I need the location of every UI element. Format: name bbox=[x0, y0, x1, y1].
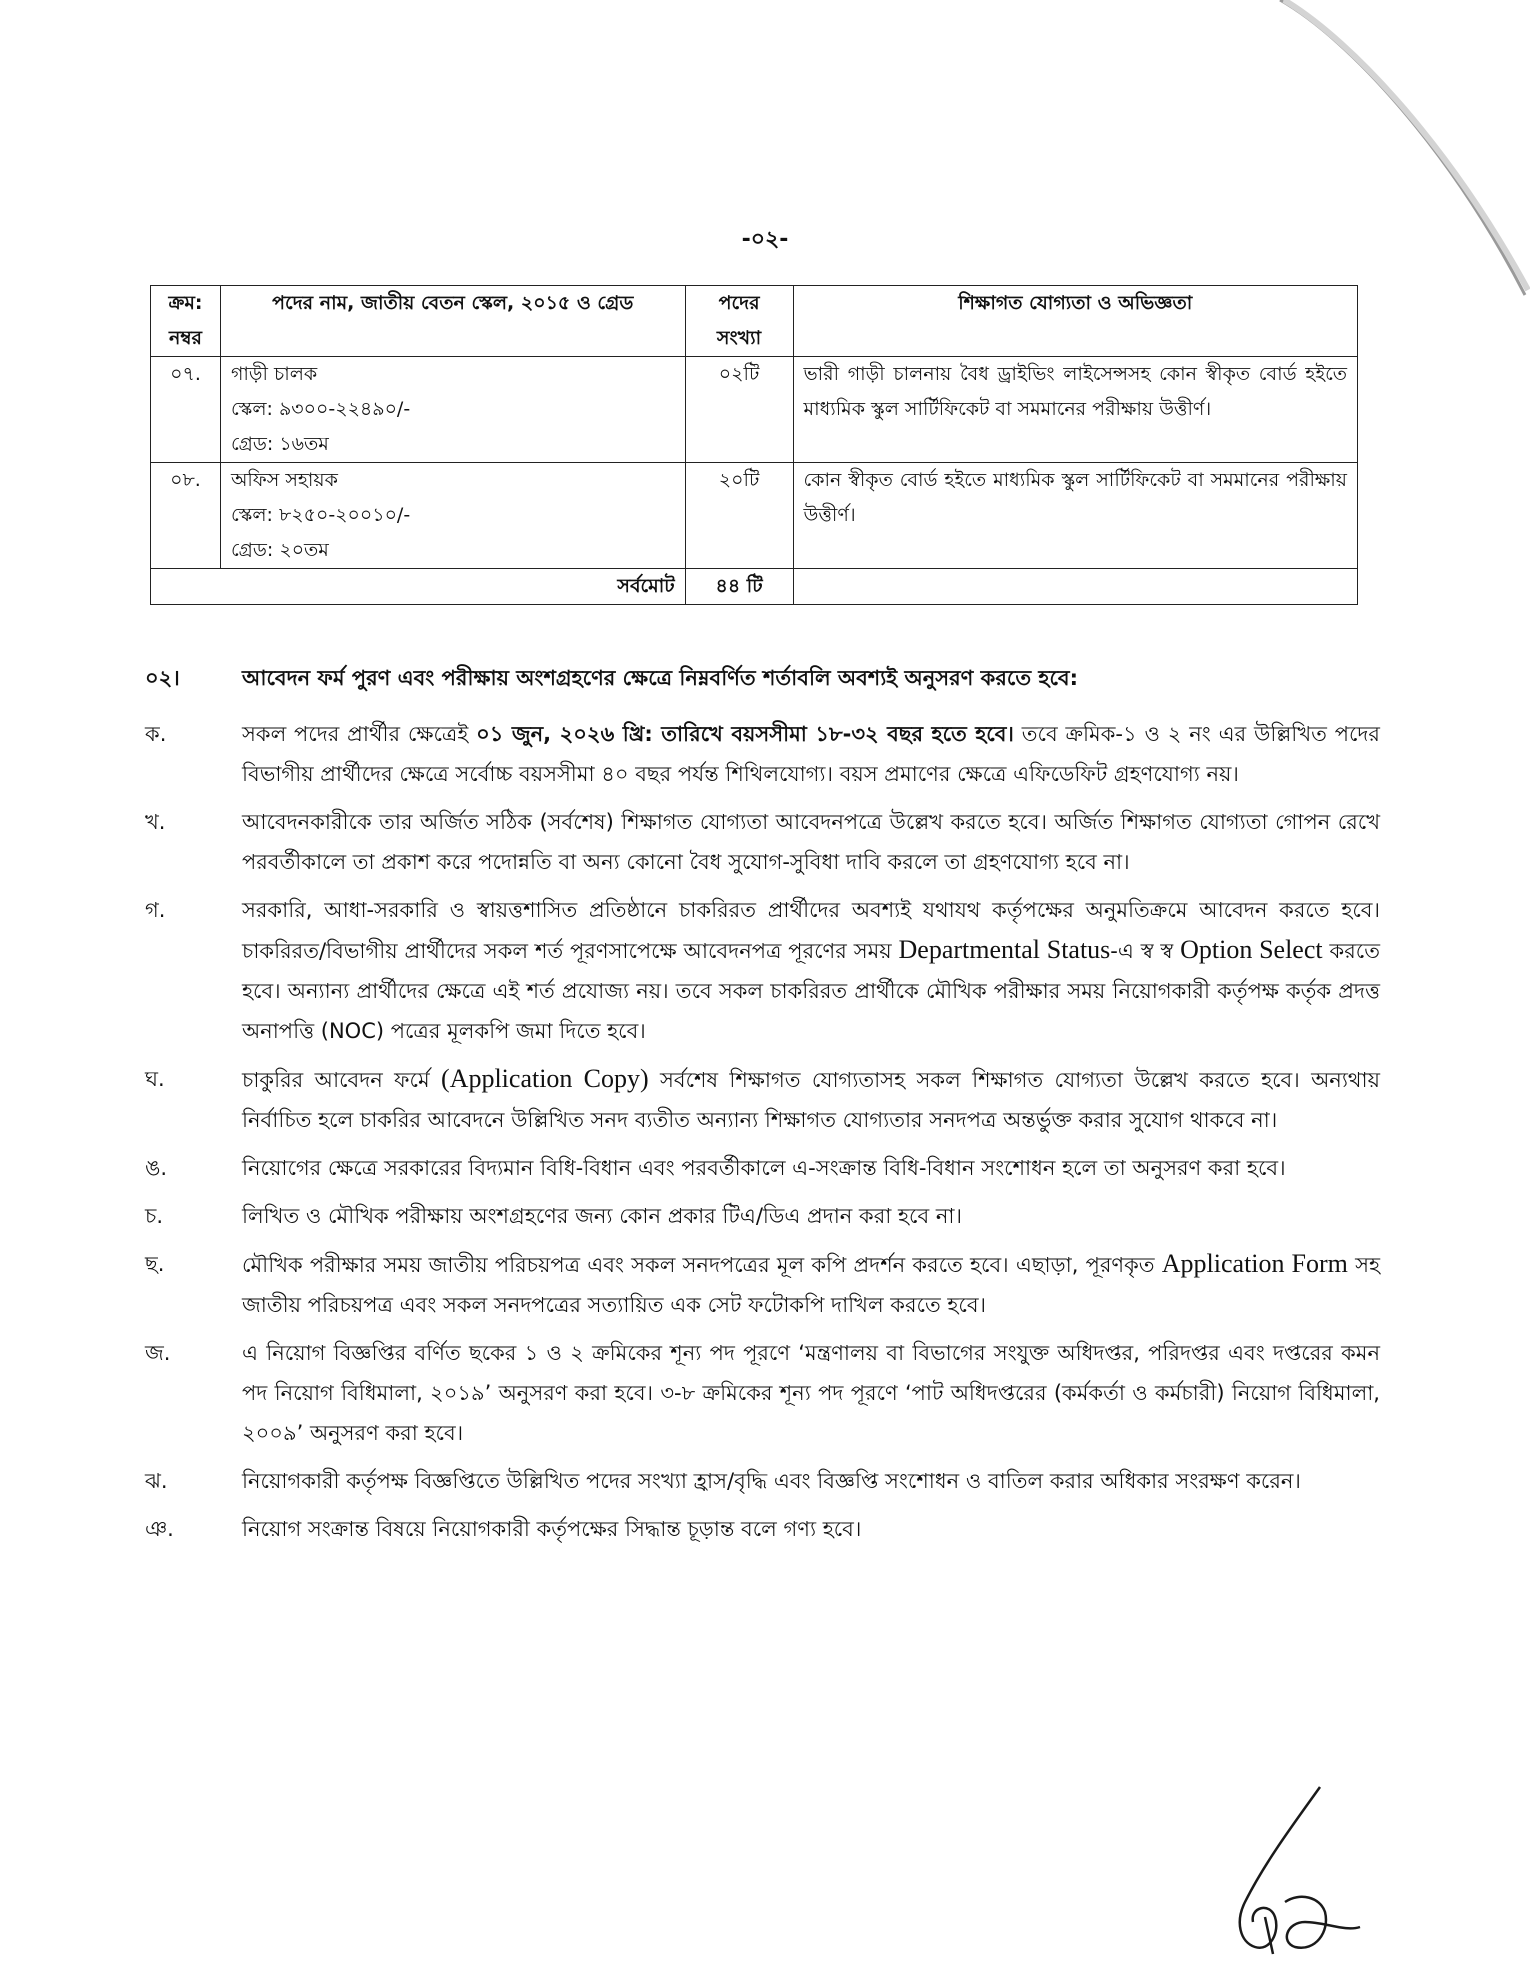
latin-text: (Application Copy) bbox=[441, 1064, 649, 1093]
row-serial: ০৮. bbox=[151, 463, 221, 569]
condition-marker: খ. bbox=[145, 810, 166, 834]
total-empty-cell bbox=[793, 569, 1357, 605]
condition-marker: ঘ. bbox=[145, 1067, 165, 1091]
condition-marker: গ. bbox=[145, 898, 166, 922]
condition-chha bbox=[145, 1244, 1380, 1325]
posts-table bbox=[150, 285, 1358, 605]
condition-text: লিখিত ও মৌখিক পরীক্ষায় অংশগ্রহণের জন্য কোন প্রকার টিএ/ডিএ প্রদান করা হবে না। bbox=[242, 1204, 962, 1228]
conditions-section bbox=[145, 658, 1380, 1549]
row-qualification: কোন স্বীকৃত বোর্ড হইতে মাধ্যমিক স্কুল সার্টিফিকেট বা সমমানের পরীক্ষায় উত্তীর্ণ। bbox=[793, 463, 1357, 569]
condition-marker: ঞ. bbox=[145, 1517, 174, 1541]
table-header-row bbox=[151, 286, 1358, 357]
condition-text-part: সরকারি, আধা-সরকারি ও স্বায়ত্তশাসিত প্রতিষ্ঠানে চাকরিরত প্রার্থীদের অবশ্যই যথাযথ কর্তৃপক্ষের অনুমতিক্রমে আবেদন করতে হবে। চাকরিরত/বিভাগীয় প্রার্থীদের সকল শর্ত পূরণসাপেক্ষে আবেদনপত্র পূরণের সময় bbox=[242, 898, 1380, 963]
section-heading-text: আবেদন ফর্ম পুরণ এবং পরীক্ষায় অংশগ্রহণের ক্ষেত্রে নিম্নবর্ণিত শর্তাবলি অবশ্যই অনুসরণ করতে হবে: bbox=[242, 666, 1078, 690]
section-number: ০২। bbox=[145, 666, 180, 690]
latin-text: Application Form bbox=[1161, 1249, 1348, 1278]
post-grade: গ্রেড: ১৬তম bbox=[230, 433, 329, 455]
section-heading bbox=[145, 658, 1380, 698]
row-count: ২০টি bbox=[685, 463, 793, 569]
condition-text bbox=[242, 1059, 1380, 1140]
row-count: ০২টি bbox=[685, 357, 793, 463]
condition-text-part: মৌখিক পরীক্ষার সময় জাতীয় পরিচয়পত্র এবং সকল সনদপত্রের মূল কপি প্রদর্শন করতে হবে। এছাড়া, পূরণকৃত bbox=[242, 1253, 1155, 1277]
latin-text: Departmental Status bbox=[898, 935, 1111, 964]
latin-text: Option Select bbox=[1180, 935, 1323, 964]
condition-marker: ছ. bbox=[145, 1252, 165, 1276]
post-name: গাড়ী চালক bbox=[230, 363, 318, 385]
condition-marker: ঝ. bbox=[145, 1469, 168, 1493]
total-row bbox=[151, 569, 1358, 605]
header-qualification: শিক্ষাগত যোগ্যতা ও অভিজ্ঞতা bbox=[793, 286, 1357, 357]
header-serial: ক্রম: নম্বর bbox=[151, 286, 221, 357]
age-limit-bold: ০১ জুন, ২০২৬ খ্রি: তারিখে বয়সসীমা ১৮-৩২ বছর হতে হবে। bbox=[476, 722, 1014, 746]
row-qualification: ভারী গাড়ী চালনায় বৈধ ড্রাইভিং লাইসেন্সসহ কোন স্বীকৃত বোর্ড হইতে মাধ্যমিক স্কুল সার্টিফিকেট বা সমমানের পরীক্ষায় উত্তীর্ণ। bbox=[793, 357, 1357, 463]
condition-marker: চ. bbox=[145, 1204, 164, 1228]
signature bbox=[1225, 1782, 1375, 1962]
total-label: সর্বমোট bbox=[151, 569, 686, 605]
condition-text-part: সকল পদের প্রার্থীর ক্ষেত্রেই bbox=[242, 722, 469, 746]
condition-marker: ক. bbox=[145, 722, 167, 746]
condition-text bbox=[242, 890, 1380, 1051]
table-row bbox=[151, 463, 1358, 569]
condition-text-part: করতে হবে। অন্যান্য প্রার্থীদের ক্ষেত্রে এই শর্ত প্রযোজ্য নয়। তবে সকল চাকরিরত প্রার্থীকে মৌখিক পরীক্ষার সময় নিয়োগকারী কর্তৃপক্ষ কর্তৃক প্রদত্ত অনাপত্তি (NOC) পত্রের মূলকপি জমা দিতে হবে। bbox=[242, 939, 1380, 1043]
condition-ka bbox=[145, 714, 1380, 794]
condition-marker: জ. bbox=[145, 1341, 171, 1365]
condition-text-part: তবে ক্রমিক-১ ও ২ নং এর উল্লিখিত পদের বিভাগীয় প্রার্থীদের ক্ষেত্রে সর্বোচ্চ বয়সসীমা ৪০ বছর পর্যন্ত শিথিলযোগ্য। বয়স প্রমাণের ক্ষেত্রে এফিডেফিট গ্রহণযোগ্য নয়। bbox=[242, 722, 1380, 786]
condition-text: নিয়োগ সংক্রান্ত বিষয়ে নিয়োগকারী কর্তৃপক্ষের সিদ্ধান্ত চূড়ান্ত বলে গণ্য হবে। bbox=[242, 1517, 862, 1541]
condition-text: এ নিয়োগ বিজ্ঞপ্তির বর্ণিত ছকের ১ ও ২ ক্রমিকের শূন্য পদ পূরণে ‘মন্ত্রণালয় বা বিভাগের সংযুক্ত অধিদপ্তর, পরিদপ্তর এবং দপ্তরের কমন পদ নিয়োগ বিধিমালা, ২০১৯’ অনুসরণ করা হবে। ৩-৮ ক্রমিকের শূন্য পদ পূরণে ‘পাট অধিদপ্তরের (কর্মকর্তা ও কর্মচারী) নিয়োগ বিধিমালা, ২০০৯’ অনুসরণ করা হবে। bbox=[242, 1341, 1380, 1445]
condition-text: নিয়োগের ক্ষেত্রে সরকারের বিদ্যমান বিধি-বিধান এবং পরবর্তীকালে এ-সংক্রান্ত বিধি-বিধান সংশোধন হলে তা অনুসরণ করা হবে। bbox=[242, 1156, 1286, 1180]
condition-gha bbox=[145, 1059, 1380, 1140]
post-scale: স্কেল: ৯৩০০-২২৪৯০/- bbox=[230, 398, 411, 420]
condition-nya bbox=[145, 1509, 1380, 1549]
condition-ga bbox=[145, 890, 1380, 1051]
condition-text-part: সর্বশেষ শিক্ষাগত যোগ্যতাসহ সকল শিক্ষাগত যোগ্যতা উল্লেখ করতে হবে। অন্যথায় নির্বাচিত হলে চাকরির আবেদনে উল্লিখিত সনদ ব্যতীত অন্যান্য শিক্ষাগত যোগ্যতার সনদপত্র অন্তর্ভুক্ত করার সুযোগ থাকবে না। bbox=[242, 1068, 1380, 1132]
condition-text: নিয়োগকারী কর্তৃপক্ষ বিজ্ঞপ্তিতে উল্লিখিত পদের সংখ্যা হ্রাস/বৃদ্ধি এবং বিজ্ঞপ্তি সংশোধন ও বাতিল করার অধিকার সংরক্ষণ করেন। bbox=[242, 1469, 1301, 1493]
condition-kha bbox=[145, 802, 1380, 882]
post-scale: স্কেল: ৮২৫০-২০০১০/- bbox=[230, 504, 411, 526]
post-name: অফিস সহায়ক bbox=[230, 469, 338, 491]
condition-ja bbox=[145, 1333, 1380, 1453]
row-post-cell bbox=[220, 357, 685, 463]
condition-marker: ঙ. bbox=[145, 1156, 168, 1180]
condition-text bbox=[242, 714, 1380, 794]
table-row bbox=[151, 357, 1358, 463]
total-value: ৪৪ টি bbox=[685, 569, 793, 605]
condition-text-part: -এ স্ব স্ব bbox=[1110, 939, 1174, 963]
post-grade: গ্রেড: ২০তম bbox=[230, 539, 329, 561]
condition-umo bbox=[145, 1148, 1380, 1188]
row-post-cell bbox=[220, 463, 685, 569]
condition-text bbox=[242, 1244, 1380, 1325]
condition-cha bbox=[145, 1196, 1380, 1236]
condition-jha bbox=[145, 1461, 1380, 1501]
page-number: -০২- bbox=[741, 227, 789, 252]
row-serial: ০৭. bbox=[151, 357, 221, 463]
condition-text-part: সহ জাতীয় পরিচয়পত্র এবং সকল সনদপত্রের সত্যায়িত এক সেট ফটোকপি দাখিল করতে হবে। bbox=[242, 1253, 1380, 1317]
header-count: পদের সংখ্যা bbox=[685, 286, 793, 357]
header-post: পদের নাম, জাতীয় বেতন স্কেল, ২০১৫ ও গ্রেড bbox=[220, 286, 685, 357]
condition-text-part: চাকুরির আবেদন ফর্মে bbox=[242, 1068, 430, 1092]
condition-text: আবেদনকারীকে তার অর্জিত সঠিক (সর্বশেষ) শিক্ষাগত যোগ্যতা আবেদনপত্রে উল্লেখ করতে হবে। অর্জিত শিক্ষাগত যোগ্যতা গোপন রেখে পরবর্তীকালে তা প্রকাশ করে পদোন্নতি বা অন্য কোনো বৈধ সুযোগ-সুবিধা দাবি করলে তা গ্রহণযোগ্য হবে না। bbox=[242, 810, 1380, 874]
